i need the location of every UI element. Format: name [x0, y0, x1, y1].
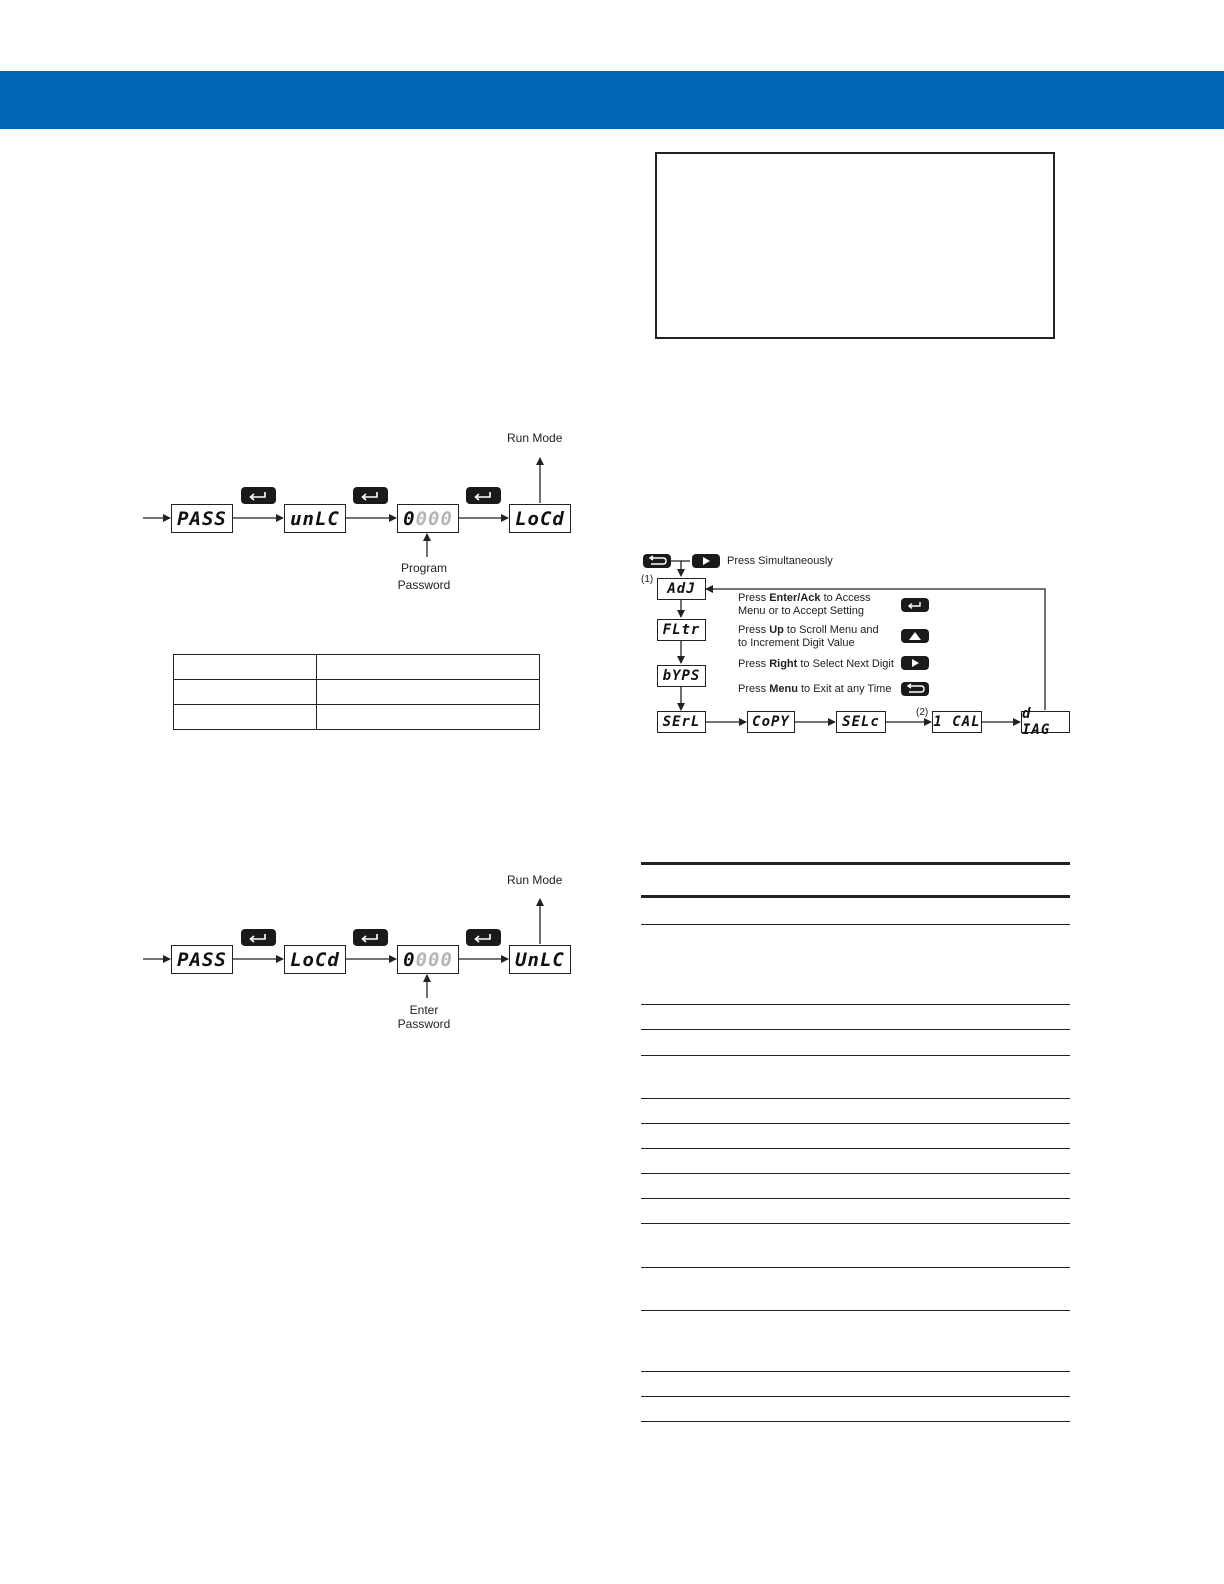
table-row-rule [641, 1223, 1070, 1224]
password-digits [403, 949, 453, 971]
right-arrow-key-icon [901, 656, 929, 670]
inactive-digits: 000 [415, 948, 453, 971]
table-row-rule [641, 1148, 1070, 1149]
menu-item-adjust: AdJ [657, 578, 706, 600]
enter-key-icon [901, 598, 929, 612]
table-header-rule [641, 895, 1070, 898]
table-row [174, 680, 540, 705]
table-row [174, 705, 540, 730]
password-caption: Program Password [397, 561, 451, 592]
inactive-digits: 000 [415, 507, 453, 530]
enter-key-icon [353, 929, 388, 946]
password-caption: Enter Password [397, 1003, 451, 1031]
menu-key-icon [901, 682, 929, 696]
display-pass: PASS [171, 945, 233, 974]
enter-key-icon [241, 929, 276, 946]
display-password-digits [397, 945, 459, 974]
table-row-rule [641, 1267, 1070, 1268]
legend-right-text: Press Right to Select Next Digit [738, 658, 894, 670]
table-row-rule [641, 1029, 1070, 1030]
footnote-1-marker: (1) [641, 574, 654, 585]
legend-menu-text: Press Menu to Exit at any Time [738, 683, 892, 695]
display-locked: LoCd [509, 504, 571, 533]
table-row-rule [641, 1310, 1070, 1311]
menu-item-serial: SErL [657, 711, 706, 733]
display-unlock-code: unLC [284, 504, 346, 533]
menu-item-calibrate: 1 CAL [932, 711, 982, 733]
password-table [173, 654, 540, 730]
right-arrow-key-icon [692, 554, 720, 568]
menu-item-select: SELc [836, 711, 886, 733]
menu-item-diagnostics: d IAG [1021, 711, 1070, 733]
legend-enter-text: Press Enter/Ack to Access Menu or to Accept Setting [738, 592, 871, 617]
table-row-rule [641, 1173, 1070, 1174]
password-digits [403, 508, 453, 530]
table-row-rule [641, 1123, 1070, 1124]
menu-key-icon [643, 554, 671, 568]
table-row-rule [641, 924, 1070, 925]
menu-item-bypass: bYPS [657, 665, 706, 687]
press-simultaneously-label: Press Simultaneously [727, 555, 833, 567]
enter-key-icon [353, 487, 388, 504]
enter-key-icon [241, 487, 276, 504]
display-password-digits [397, 504, 459, 533]
menu-item-filter: FLtr [657, 619, 706, 641]
display-locked: LoCd [284, 945, 346, 974]
enter-key-icon [466, 929, 501, 946]
table-row-rule [641, 1371, 1070, 1372]
legend-up-text: Press Up to Scroll Menu and to Increment Digit Value [738, 624, 879, 649]
menu-item-copy: CoPY [747, 711, 795, 733]
active-digit: 0 [403, 507, 416, 530]
display-unlock: UnLC [509, 945, 571, 974]
table-row-rule [641, 1396, 1070, 1397]
display-pass: PASS [171, 504, 233, 533]
enter-key-icon [466, 487, 501, 504]
table-row [174, 655, 540, 680]
table-bottom-rule [641, 1421, 1070, 1422]
run-mode-label: Run Mode [507, 873, 563, 887]
active-digit: 0 [403, 948, 416, 971]
table-row-rule [641, 1198, 1070, 1199]
table-row-rule [641, 1004, 1070, 1005]
run-mode-label: Run Mode [507, 431, 563, 445]
table-top-rule [641, 862, 1070, 865]
footnote-2-marker: (2) [916, 707, 929, 718]
up-arrow-key-icon [901, 629, 929, 643]
table-row-rule [641, 1098, 1070, 1099]
table-row-rule [641, 1055, 1070, 1056]
